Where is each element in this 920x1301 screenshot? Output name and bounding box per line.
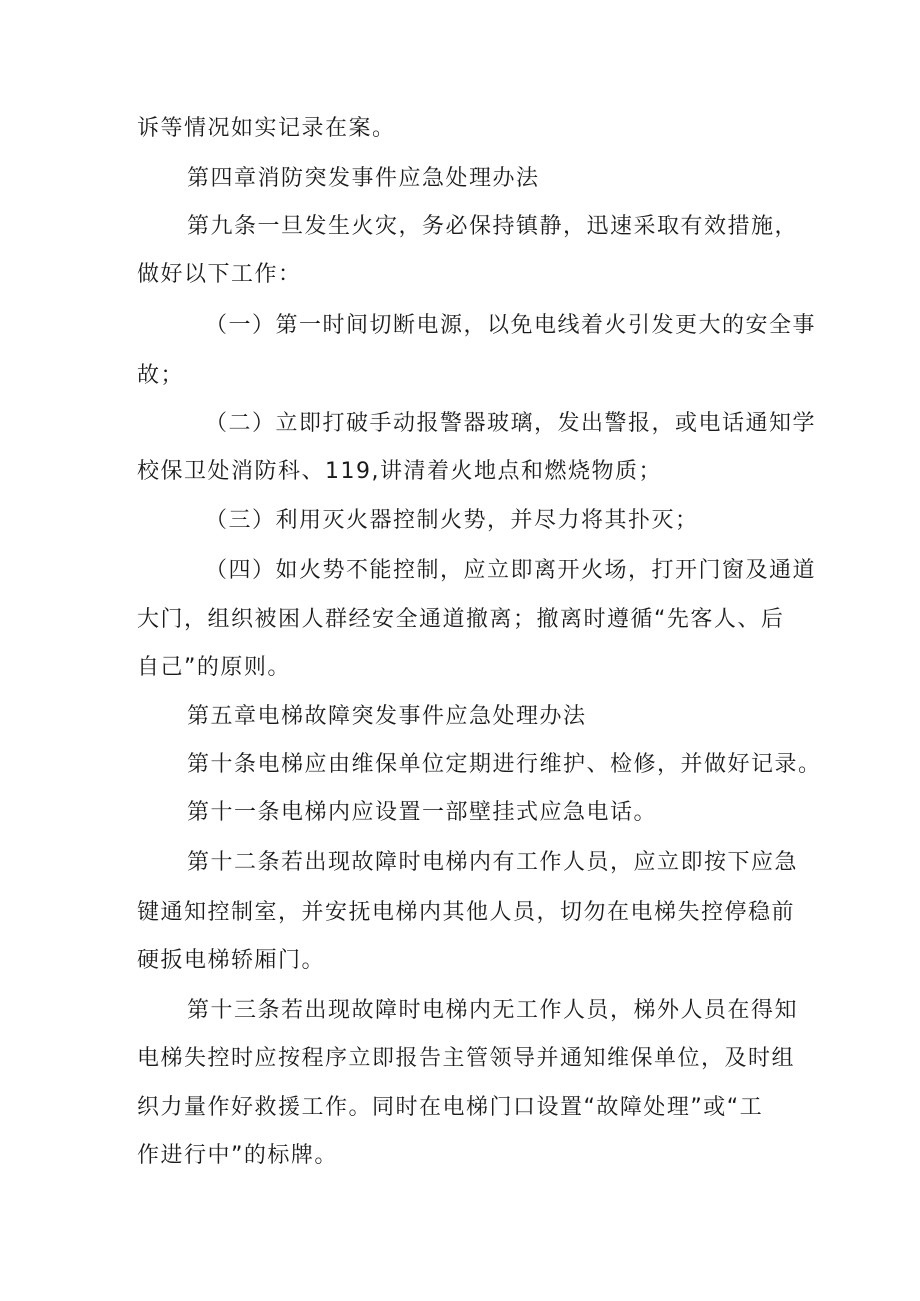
text-line: 第十三条若出现故障时电梯内无工作人员，梯外人员在得知 [187, 998, 799, 1023]
text-line: 硬扳电梯轿厢门。 [137, 948, 326, 973]
text-line: 做好以下工作： [137, 262, 302, 287]
text-line: （一）第一时间切断电源，以免电线着火引发更大的安全事 [205, 313, 817, 338]
text-line: 校保卫处消防科、119,讲清着火地点和燃烧物质； [137, 459, 662, 484]
text-line: 第九条一旦发生火灾，务必保持镇静，迅速采取有效措施， [187, 214, 799, 239]
text-line: 作进行中”的标牌。 [137, 1143, 338, 1168]
chapter-heading: 第四章消防突发事件应急处理办法 [187, 166, 540, 191]
text-line: 第十一条电梯内应设置一部壁挂式应急电话。 [187, 800, 658, 825]
text-line: 键通知控制室，并安抚电梯内其他人员，切勿在电梯失控停稳前 [137, 900, 796, 925]
text-line: 第十条电梯应由维保单位定期进行维护、检修，并做好记录。 [187, 752, 822, 777]
text-line: 故； [137, 363, 185, 388]
chapter-heading: 第五章电梯故障突发事件应急处理办法 [187, 704, 587, 729]
text-line: 诉等情况如实记录在案。 [137, 116, 396, 141]
text-line: 第十二条若出现故障时电梯内有工作人员，应立即按下应急 [187, 850, 799, 875]
text-line: 自己”的原则。 [137, 655, 291, 680]
text-line: 织力量作好救援工作。同时在电梯门口设置“故障处理”或“工 [137, 1095, 764, 1120]
text-line: （四）如火势不能控制，应立即离开火场，打开门窗及通道 [205, 558, 817, 583]
text-line: （三）利用灭火器控制火势，并尽力将其扑灭； [205, 508, 699, 533]
text-line: （二）立即打破手动报警器玻璃，发出警报，或电话通知学 [205, 411, 817, 436]
text-line: 电梯失控时应按程序立即报告主管领导并通知维保单位，及时组 [137, 1046, 796, 1071]
text-line: 大门，组织被困人群经安全通道撤离；撤离时遵循“先客人、后 [137, 607, 785, 632]
